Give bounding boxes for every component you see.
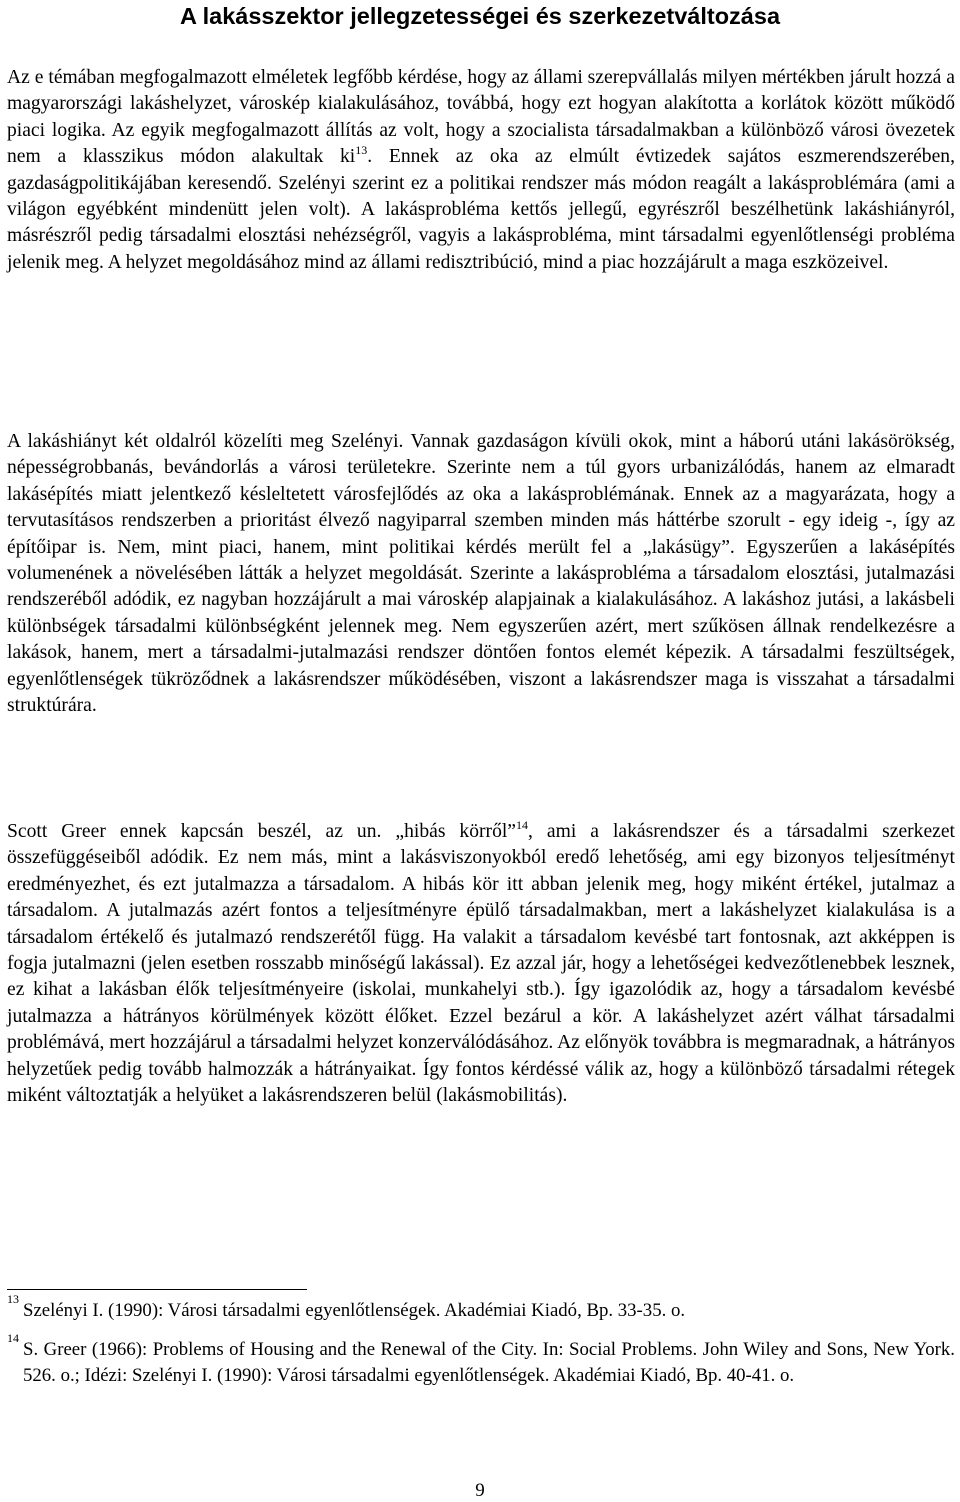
footnote-number: 13 bbox=[7, 1292, 19, 1306]
footnote-separator bbox=[7, 1289, 307, 1290]
paragraph-3-text-a: Scott Greer ennek kapcsán beszél, az un. „hibás körről” bbox=[7, 821, 517, 842]
footnote-text: Szelényi I. (1990): Városi társadalmi egyenlőtlenségek. Akadémiai Kiadó, Bp. 33-35. o. bbox=[23, 1300, 686, 1321]
paragraph-3-text-b: , ami a lakásrendszer és a társadalmi szerkezet összefüggéseiből adódik. Ez nem más, mint a lakásviszonyokból eredő lehetőség, ami egy bizonyos teljesítményt eredményezhet, és ezt jutalmazza a társadalom. A hibás kör itt abban jelenik meg, hogy miként értékel, jutalmaz a társadalom. A jutalmazás azért fontos a teljesítményre épülő társadalmakban, mert a lakáshelyzet kialakulása is a társadalom értékelő és jutalmazó rendszerétől függ. Ha valakit a társadalom kevésbé tart fontosnak, azt akképpen is fogja jutalmazni (jelen esetben rosszabb minőségű lakással). Ez azzal jár, hogy a lehetőségei kedvezőtlenebbek lesznek, ez kihat a lakásban élők teljesítményeire (iskolai, munkahelyi stb.). Így igazolódik az, hogy a társadalom kevésbé jutalmazza a hátrányos körülmények között élőket. Ezzel bezárul a kör. A lakáshelyzet azért válhat társadalmi problémává, mert hozzájárul a társadalmi helyzet konzerválódásához. Az előnyök továbbra is megmaradnak, a hátrányos helyzetűek pedig tovább halmozzák a hátrányaikat. Így fontos kérdéssé válik az, hogy a különböző társadalmi rétegek miként változtatják a helyüket a lakásrendszeren belül (lakásmobilitás). bbox=[7, 821, 955, 1107]
page-title: A lakásszektor jellegzetességei és szerkezetváltozása bbox=[179, 3, 781, 29]
page-number: 9 bbox=[475, 1480, 485, 1501]
body-paragraph-3 bbox=[7, 819, 955, 1109]
footnote-ref-14[interactable]: 14 bbox=[516, 818, 529, 832]
footnote-text: S. Greer (1966): Problems of Housing and the Renewal of the City. In: Social Problems. John Wiley and Sons, New York. 526. o.; Idézi: Szelényi I. (1990): Városi társadalmi egyenlőtlenségek. Akadémiai Kiadó, Bp. 40-41. o. bbox=[23, 1339, 955, 1386]
body-paragraph-1 bbox=[7, 65, 955, 276]
footnote-14 bbox=[7, 1331, 955, 1389]
body-paragraph-2: A lakáshiányt két oldalról közelíti meg Szelényi. Vannak gazdaságon kívüli okok, mint a háború utáni lakásörökség, népességrobbanás, bevándorlás a városi területekre. Szerinte nem a túl gyors urbanizálódás, hanem az elmaradt lakásépítés miatt jelentkező késleltetett városfejlődés az oka a lakásproblémának. Ennek az a magyarázata, hogy a tervutasításos rendszerben a prioritást élvező nagyiparral szemben minden más háttérbe szorult - egy ideig -, így az építőipar is. Nem, mint piaci, hanem, mint politikai kérdés merült fel a „lakásügy”. Egyszerűen a lakásépítés volumenének a növelésében látták a helyzet megoldását. Szerinte a lakásprobléma a társadalom elosztási, jutalmazási rendszeréből adódik, ez nagyban hozzájárult a mai városkép alapjainak a kialakulásához. A lakáshoz jutási, a lakásbeli különbségek társadalmi különbségként jelennek meg. Nem egyszerűen azért, mert szűkösen állnak rendelkezésre a lakások, hanem, mert a társadalmi-jutalmazási rendszer döntően fontos elemét képezik. A társadalmi feszültségek, egyenlőtlenségek tükröződnek a lakásrendszer működésében, viszont a lakásrendszer maga is visszahat a társadalmi struktúrára. bbox=[7, 431, 955, 717]
footnote-number: 14 bbox=[7, 1331, 19, 1345]
footnote-ref-13[interactable]: 13 bbox=[355, 143, 368, 158]
paragraph-1-text-b: . Ennek az oka az elmúlt évtizedek sajátos eszmerendszerében, gazdaságpolitikájában keresendő. Szelényi szerint ez a politikai rendszer más módon reagált a lakásproblémára (ami a világon egyébként mindenütt jelen volt). A lakásprobléma kettős jellegű, egyrészről beszélhetünk lakáshiányról, másrészről pedig társadalmi elosztási nehézségről, vagyis a lakásprobléma, mint társadalmi egyenlőtlenségi probléma jelenik meg. A helyzet megoldásához mind az állami redisztribúció, mind a piac hozzájárult a maga eszközeivel. bbox=[7, 146, 955, 273]
paragraph-1-text-a: Az e témában megfogalmazott elméletek legfőbb kérdése, hogy az állami szerepvállalás milyen mértékben járult hozzá a magyarországi lakáshelyzet, városkép kialakulásához, továbbá, hogy ezt hogyan alakította a korlátok között működő piaci logika. Az egyik megfogalmazott állítás az volt, hogy a szocialista társadalmakban a különböző városi övezetek nem a klasszikus módon alakultak ki bbox=[7, 67, 955, 168]
footnote-13 bbox=[7, 1292, 955, 1324]
